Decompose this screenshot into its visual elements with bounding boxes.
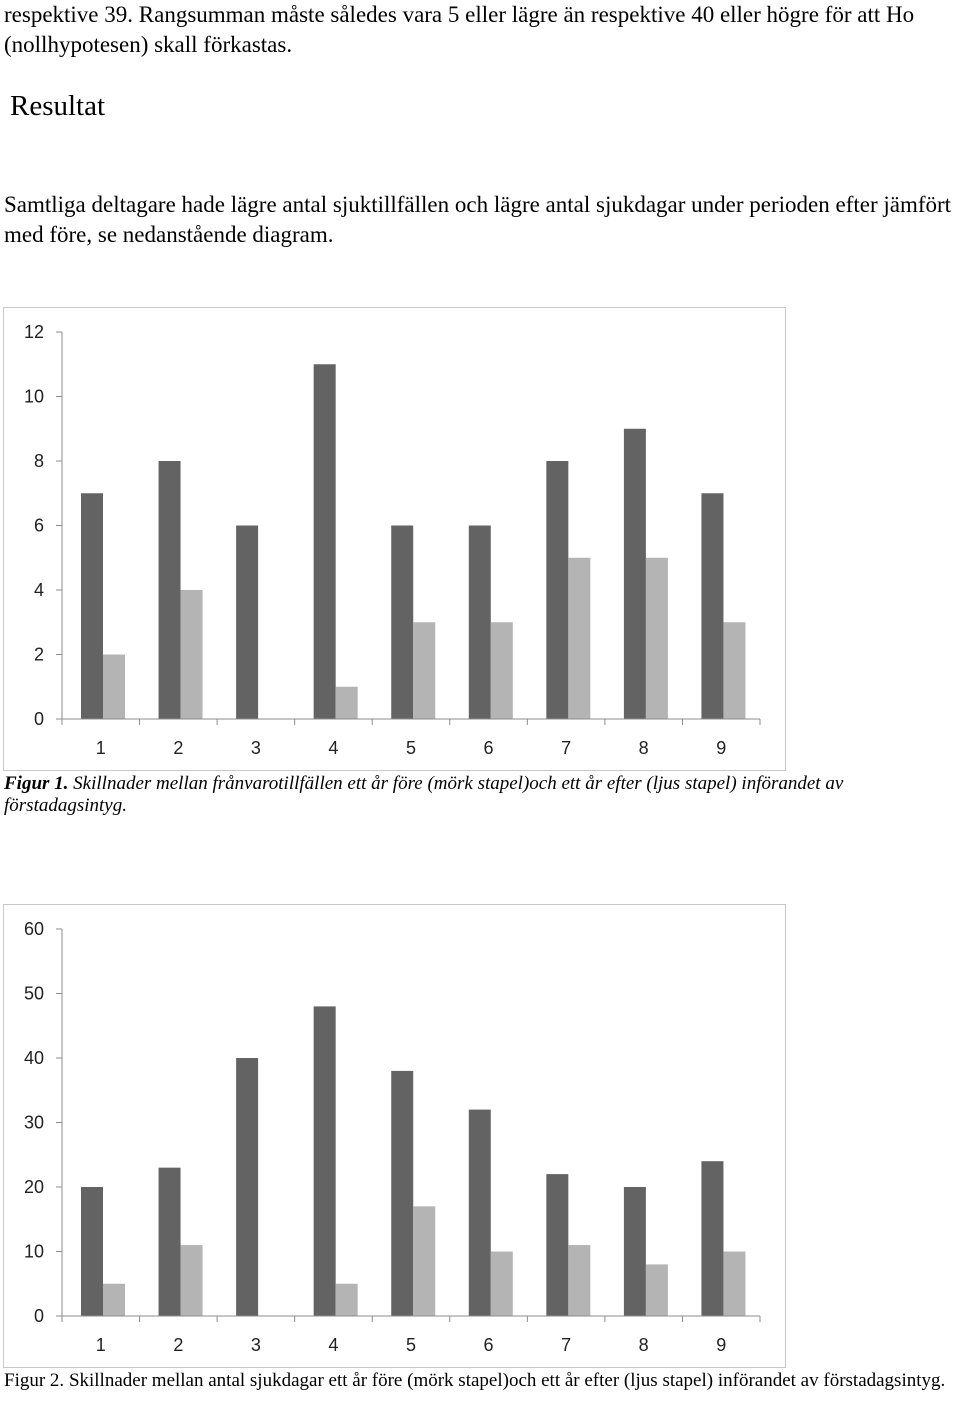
fig2-bar-before-5	[391, 1071, 413, 1316]
fig1-bar-before-6	[469, 526, 491, 720]
figure-1-caption	[4, 773, 954, 817]
fig1-x-tick-label: 5	[405, 738, 417, 758]
fig2-bar-after-6	[491, 1252, 513, 1317]
fig1-bar-after-4	[336, 687, 358, 719]
fig2-x-tick-label: 5	[405, 1335, 417, 1355]
fig1-bar-after-5	[413, 622, 435, 719]
fig1-x-tick-label: 2	[173, 738, 184, 758]
fig2-x-tick-label: 4	[328, 1335, 339, 1355]
figure-2-caption-text: Skillnader mellan antal sjukdagar ett år före (mörk stapel)och ett år efter (ljus stapel) införandet av förstadagsintyg.	[64, 1370, 946, 1391]
fig1-y-tick-label: 12	[23, 322, 44, 342]
fig2-x-tick-label: 1	[95, 1335, 106, 1355]
fig1-bar-before-9	[701, 493, 723, 719]
fig1-bar-before-4	[314, 364, 336, 719]
fig1-y-tick-label: 0	[33, 709, 44, 729]
fig1-y-tick-label: 4	[33, 580, 44, 600]
section-heading: Resultat	[10, 90, 106, 122]
result-paragraph: Samtliga deltagare hade lägre antal sjuktillfällen och lägre antal sjukdagar under perioden efter jämfört med före, se nedanstående diagram.	[4, 192, 952, 247]
fig2-bar-after-7	[568, 1245, 590, 1316]
fig2-y-tick-label: 20	[23, 1177, 44, 1197]
fig1-bar-after-8	[646, 558, 668, 719]
fig2-bar-before-8	[624, 1187, 646, 1316]
fig2-bar-after-5	[413, 1206, 435, 1316]
fig1-bar-before-5	[391, 526, 413, 720]
fig2-bar-after-1	[103, 1284, 125, 1316]
fig1-x-tick-label: 8	[638, 738, 649, 758]
fig1-x-tick-label: 3	[250, 738, 261, 758]
fig1-bar-before-7	[546, 461, 568, 719]
fig2-y-tick-label: 60	[23, 919, 44, 939]
figure-2-chart	[3, 904, 786, 1368]
fig2-y-tick-label: 10	[23, 1241, 44, 1262]
fig1-bar-before-3	[236, 526, 258, 720]
figure-2-caption	[4, 1370, 954, 1392]
fig2-y-tick-label: 0	[33, 1306, 44, 1326]
fig1-y-tick-label: 6	[33, 515, 44, 536]
fig2-bar-after-2	[181, 1245, 203, 1316]
fig2-x-tick-label: 6	[483, 1335, 494, 1355]
fig1-x-tick-label: 6	[483, 738, 494, 758]
figure-1-label: Figur 1.	[4, 773, 69, 794]
fig1-bar-before-8	[624, 429, 646, 719]
fig2-y-tick-label: 30	[23, 1112, 44, 1133]
fig1-x-tick-label: 9	[716, 738, 727, 758]
fig2-y-tick-label: 50	[23, 983, 44, 1004]
figure-2-svg	[4, 905, 785, 1367]
fig2-bar-before-3	[236, 1058, 258, 1316]
fig1-bar-before-1	[81, 493, 103, 719]
fig2-x-tick-label: 3	[250, 1335, 261, 1355]
fig1-bar-before-2	[159, 461, 181, 719]
fig1-x-tick-label: 7	[561, 738, 572, 758]
fig1-bar-after-2	[181, 590, 203, 719]
fig2-bar-before-4	[314, 1006, 336, 1316]
fig1-x-tick-label: 4	[328, 738, 339, 758]
fig2-x-tick-label: 2	[173, 1335, 184, 1355]
fig1-bar-after-9	[723, 622, 745, 719]
fig2-y-tick-label: 40	[23, 1048, 44, 1068]
fig2-x-tick-label: 7	[561, 1335, 572, 1355]
fig2-bar-before-9	[701, 1161, 723, 1316]
fig2-bar-after-9	[723, 1252, 745, 1317]
fig2-x-tick-label: 8	[638, 1335, 649, 1355]
intro-paragraph: respektive 39. Rangsumman måste således vara 5 eller lägre än respektive 40 eller högre för att Ho (nollhypotesen) skall förkastas.	[4, 2, 915, 57]
fig2-x-tick-label: 9	[716, 1335, 727, 1355]
figure-1-svg	[4, 308, 785, 770]
figure-1-caption-text: Skillnader mellan frånvarotillfällen ett år före (mörk stapel)och ett år efter (ljus stapel) införandet av förstadagsintyg.	[4, 773, 844, 816]
fig1-x-tick-label: 1	[95, 738, 106, 758]
fig2-bar-before-2	[159, 1168, 181, 1316]
fig1-y-tick-label: 2	[33, 644, 44, 665]
fig1-y-tick-label: 8	[33, 451, 44, 471]
fig1-bar-after-7	[568, 558, 590, 719]
fig1-bar-after-6	[491, 622, 513, 719]
fig2-bar-before-7	[546, 1174, 568, 1316]
fig2-bar-after-4	[336, 1284, 358, 1316]
figure-1-chart	[3, 307, 786, 771]
figure-2-label: Figur 2.	[4, 1370, 65, 1391]
fig2-bar-after-8	[646, 1264, 668, 1316]
fig1-bar-after-1	[103, 655, 125, 720]
fig1-y-tick-label: 10	[23, 386, 44, 407]
fig2-bar-before-6	[469, 1110, 491, 1316]
fig2-bar-before-1	[81, 1187, 103, 1316]
